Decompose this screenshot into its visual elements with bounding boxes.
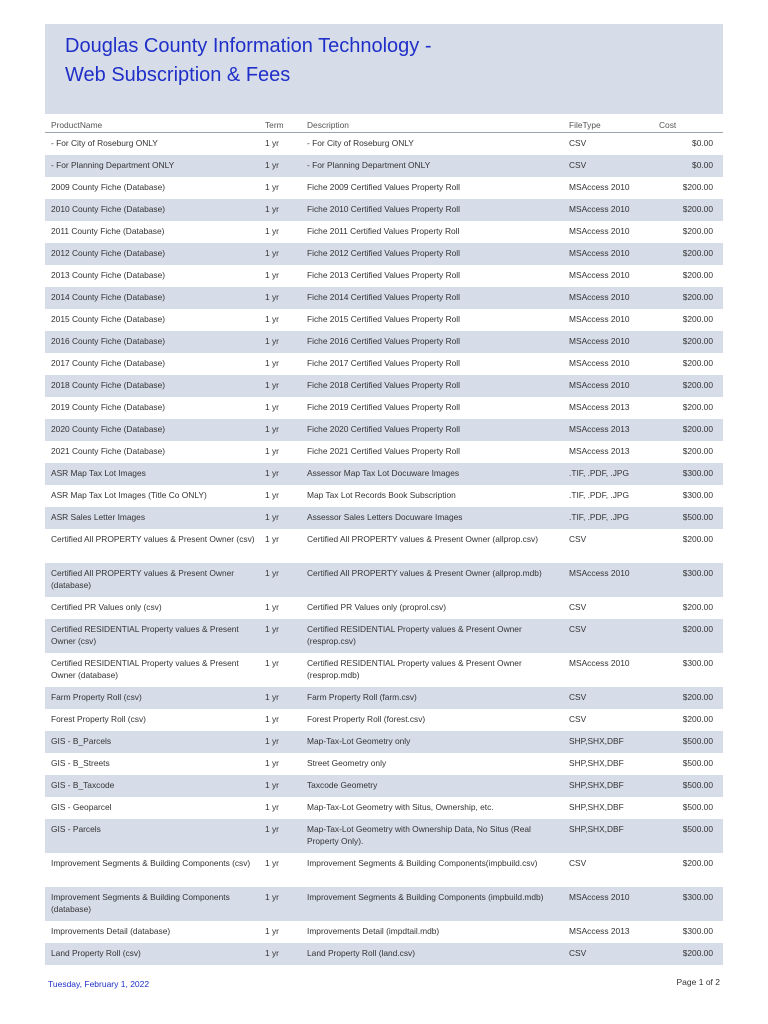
cell-filetype: .TIF, .PDF, .JPG <box>569 490 630 500</box>
table-row <box>45 943 723 965</box>
table-row <box>45 221 723 243</box>
cell-cost: $200.00 <box>653 287 723 309</box>
cell-cost: $500.00 <box>682 802 713 812</box>
cell-filetype: CSV <box>563 943 653 965</box>
cell-filetype: MSAccess 2010 <box>563 199 653 221</box>
report-title-line-1: Douglas County Information Technology - <box>65 35 432 57</box>
cell-term: 1 yr <box>259 463 301 485</box>
cell-term: 1 yr <box>259 155 301 177</box>
cell-productname: ASR Map Tax Lot Images (Title Co ONLY) <box>51 490 207 500</box>
cell-cost: $200.00 <box>682 446 713 456</box>
table-row <box>45 177 723 199</box>
cell-term: 1 yr <box>265 758 279 768</box>
cell-description: Fiche 2016 Certified Values Property Roll <box>301 331 563 353</box>
cell-description: Forest Property Roll (forest.csv) <box>307 714 426 724</box>
cell-productname: GIS - B_Streets <box>51 758 110 768</box>
cell-term: 1 yr <box>265 138 279 148</box>
cell-term: 1 yr <box>259 819 301 853</box>
cell-description: Fiche 2020 Certified Values Property Roll <box>301 419 563 441</box>
cell-productname: Certified RESIDENTIAL Property values & Present Owner (database) <box>51 658 239 680</box>
cell-term: 1 yr <box>265 534 279 544</box>
cell-filetype: CSV <box>569 138 587 148</box>
table-row <box>45 709 723 731</box>
cell-term: 1 yr <box>265 446 279 456</box>
cell-term: 1 yr <box>259 375 301 397</box>
cell-description: Fiche 2021 Certified Values Property Roll <box>307 446 460 456</box>
cell-description: Certified All PROPERTY values & Present Owner (allprop.csv) <box>307 534 539 544</box>
cell-term: 1 yr <box>259 619 301 653</box>
cell-productname: GIS - B_Taxcode <box>45 775 259 797</box>
cell-filetype: CSV <box>563 687 653 709</box>
footer-date: Tuesday, February 1, 2022 <box>48 979 150 989</box>
cell-term: 1 yr <box>259 731 301 753</box>
cell-cost: $300.00 <box>682 658 713 668</box>
cell-productname: - For Planning Department ONLY <box>45 155 259 177</box>
cell-description: Certified RESIDENTIAL Property values & Present Owner (resprop.mdb) <box>307 658 522 680</box>
cell-filetype: CSV <box>569 858 587 868</box>
cell-description: Map-Tax-Lot Geometry with Situs, Ownership, etc. <box>307 802 494 812</box>
table-row <box>45 419 723 441</box>
cell-productname: Forest Property Roll (csv) <box>51 714 146 724</box>
cell-cost: $300.00 <box>653 563 723 597</box>
cell-productname: Improvement Segments & Building Components (csv) <box>51 858 251 868</box>
cell-term: 1 yr <box>259 943 301 965</box>
report-title <box>65 32 432 90</box>
cell-term: 1 yr <box>265 270 279 280</box>
cell-term: 1 yr <box>265 714 279 724</box>
cell-term: 1 yr <box>259 331 301 353</box>
cell-cost: $300.00 <box>653 463 723 485</box>
cell-cost: $300.00 <box>682 490 713 500</box>
table-row <box>45 731 723 753</box>
cell-term: 1 yr <box>265 226 279 236</box>
cell-productname: 2016 County Fiche (Database) <box>45 331 259 353</box>
table-row <box>45 375 723 397</box>
footer-page-number: Page 1 of 2 <box>676 977 720 987</box>
cell-filetype: MSAccess 2010 <box>563 375 653 397</box>
cell-filetype: MSAccess 2013 <box>569 926 630 936</box>
cell-filetype: MSAccess 2010 <box>569 182 630 192</box>
cell-cost: $0.00 <box>692 138 713 148</box>
cell-description: Fiche 2012 Certified Values Property Roll <box>301 243 563 265</box>
cell-productname: 2010 County Fiche (Database) <box>45 199 259 221</box>
cell-term: 1 yr <box>265 490 279 500</box>
table-row <box>45 507 723 529</box>
cell-productname: 2021 County Fiche (Database) <box>51 446 166 456</box>
cell-description: Improvement Segments & Building Components (impbuild.mdb) <box>301 887 563 921</box>
cell-cost: $500.00 <box>682 758 713 768</box>
table-body <box>45 133 723 966</box>
cell-filetype: CSV <box>563 155 653 177</box>
cell-productname: - For City of Roseburg ONLY <box>51 138 158 148</box>
cell-cost: $200.00 <box>653 419 723 441</box>
cell-description: Street Geometry only <box>307 758 387 768</box>
cell-productname: Improvements Detail (database) <box>51 926 171 936</box>
cell-description: Fiche 2019 Certified Values Property Roll <box>307 402 460 412</box>
table-row <box>45 921 723 943</box>
table-row <box>45 155 723 177</box>
cell-filetype: .TIF, .PDF, .JPG <box>563 463 653 485</box>
cell-cost: $500.00 <box>653 819 723 853</box>
cell-description: Improvements Detail (impdtail.mdb) <box>307 926 440 936</box>
cell-cost: $300.00 <box>653 887 723 921</box>
cell-cost: $200.00 <box>682 226 713 236</box>
cell-productname: 2011 County Fiche (Database) <box>51 226 165 236</box>
cell-productname: Certified PR Values only (csv) <box>51 602 162 612</box>
column-header-filetype: FileType <box>563 118 653 133</box>
cell-term: 1 yr <box>265 658 279 668</box>
cell-term: 1 yr <box>259 507 301 529</box>
table-row <box>45 353 723 375</box>
cell-cost: $200.00 <box>653 687 723 709</box>
cell-description: Map-Tax-Lot Geometry with Ownership Data, No Situs (Real Property Only). <box>301 819 563 853</box>
cell-term: 1 yr <box>265 602 279 612</box>
cell-description: Assessor Sales Letters Docuware Images <box>301 507 563 529</box>
cell-productname: 2013 County Fiche (Database) <box>51 270 166 280</box>
cell-filetype: MSAccess 2010 <box>569 226 630 236</box>
report-title-line-2: Web Subscription & Fees <box>65 64 291 86</box>
table-row <box>45 687 723 709</box>
cell-filetype: MSAccess 2010 <box>569 314 630 324</box>
cell-filetype: MSAccess 2010 <box>563 243 653 265</box>
table-row <box>45 653 723 687</box>
cell-description: Fiche 2014 Certified Values Property Roll <box>301 287 563 309</box>
cell-productname: 2018 County Fiche (Database) <box>45 375 259 397</box>
cell-cost: $500.00 <box>653 507 723 529</box>
column-header-productname: ProductName <box>45 118 259 133</box>
cell-productname: Farm Property Roll (csv) <box>45 687 259 709</box>
cell-productname: 2012 County Fiche (Database) <box>45 243 259 265</box>
cell-filetype: CSV <box>563 619 653 653</box>
cell-description: - For Planning Department ONLY <box>301 155 563 177</box>
cell-term: 1 yr <box>259 419 301 441</box>
cell-productname: 2015 County Fiche (Database) <box>51 314 166 324</box>
cell-term: 1 yr <box>265 314 279 324</box>
cell-cost: $200.00 <box>653 375 723 397</box>
cell-cost: $200.00 <box>653 331 723 353</box>
cell-description: Fiche 2009 Certified Values Property Roll <box>307 182 460 192</box>
cell-cost: $200.00 <box>682 182 713 192</box>
cell-description: Fiche 2013 Certified Values Property Roll <box>307 270 460 280</box>
table-row <box>45 485 723 507</box>
cell-cost: $200.00 <box>682 402 713 412</box>
cell-description: Certified RESIDENTIAL Property values & Present Owner (resprop.csv) <box>301 619 563 653</box>
cell-cost: $0.00 <box>653 155 723 177</box>
table-row <box>45 199 723 221</box>
table-row <box>45 287 723 309</box>
cell-cost: $200.00 <box>682 270 713 280</box>
cell-cost: $200.00 <box>682 858 713 868</box>
cell-filetype: SHP,SHX,DBF <box>569 758 624 768</box>
cell-productname: Improvement Segments & Building Components (database) <box>45 887 259 921</box>
cell-filetype: MSAccess 2013 <box>569 402 630 412</box>
report-header <box>45 24 723 114</box>
cell-term: 1 yr <box>265 802 279 812</box>
cell-productname: GIS - B_Parcels <box>45 731 259 753</box>
table-row <box>45 331 723 353</box>
table-row <box>45 529 723 563</box>
cell-term: 1 yr <box>259 887 301 921</box>
cell-filetype: CSV <box>569 602 587 612</box>
cell-filetype: SHP,SHX,DBF <box>569 802 624 812</box>
table-row <box>45 133 723 156</box>
cell-filetype: SHP,SHX,DBF <box>563 775 653 797</box>
cell-description: Certified All PROPERTY values & Present Owner (allprop.mdb) <box>301 563 563 597</box>
cell-productname: Certified RESIDENTIAL Property values & Present Owner (csv) <box>45 619 259 653</box>
cell-term: 1 yr <box>265 858 279 868</box>
cell-term: 1 yr <box>265 358 279 368</box>
cell-description: - For City of Roseburg ONLY <box>307 138 414 148</box>
cell-cost: $200.00 <box>653 199 723 221</box>
cell-term: 1 yr <box>259 287 301 309</box>
table-row <box>45 441 723 463</box>
cell-filetype: MSAccess 2013 <box>563 419 653 441</box>
table-row <box>45 797 723 819</box>
cell-description: Map-Tax-Lot Geometry only <box>301 731 563 753</box>
cell-productname: Land Property Roll (csv) <box>45 943 259 965</box>
cell-filetype: .TIF, .PDF, .JPG <box>563 507 653 529</box>
cell-term: 1 yr <box>259 687 301 709</box>
cell-productname: GIS - Geoparcel <box>51 802 112 812</box>
cell-filetype: CSV <box>569 534 587 544</box>
cell-description: Assessor Map Tax Lot Docuware Images <box>301 463 563 485</box>
cell-description: Land Property Roll (land.csv) <box>301 943 563 965</box>
cell-description: Fiche 2015 Certified Values Property Roll <box>307 314 460 324</box>
cell-description: Fiche 2018 Certified Values Property Roll <box>301 375 563 397</box>
cell-description: Improvement Segments & Building Components(impbuild.csv) <box>307 858 538 868</box>
table-header-row <box>45 118 723 133</box>
cell-productname: 2009 County Fiche (Database) <box>51 182 166 192</box>
table-row <box>45 597 723 619</box>
cell-productname: Certified All PROPERTY values & Present Owner (csv) <box>51 534 255 544</box>
table-row <box>45 887 723 921</box>
cell-filetype: MSAccess 2010 <box>569 358 630 368</box>
cell-productname: 2020 County Fiche (Database) <box>45 419 259 441</box>
cell-cost: $200.00 <box>682 602 713 612</box>
cell-cost: $200.00 <box>653 243 723 265</box>
cell-cost: $300.00 <box>682 926 713 936</box>
cell-description: Fiche 2010 Certified Values Property Roll <box>301 199 563 221</box>
cell-productname: 2017 County Fiche (Database) <box>51 358 166 368</box>
subscription-table <box>45 118 723 965</box>
cell-filetype: MSAccess 2010 <box>563 287 653 309</box>
cell-productname: Certified All PROPERTY values & Present Owner (database) <box>45 563 259 597</box>
cell-cost: $200.00 <box>682 714 713 724</box>
cell-filetype: SHP,SHX,DBF <box>563 819 653 853</box>
cell-description: Certified PR Values only (proprol.csv) <box>307 602 447 612</box>
cell-term: 1 yr <box>265 182 279 192</box>
table-row <box>45 309 723 331</box>
table-row <box>45 463 723 485</box>
cell-description: Map Tax Lot Records Book Subscription <box>307 490 456 500</box>
cell-cost: $500.00 <box>653 731 723 753</box>
cell-description: Fiche 2017 Certified Values Property Roll <box>307 358 460 368</box>
cell-description: Fiche 2011 Certified Values Property Roll <box>307 226 460 236</box>
column-header-term: Term <box>259 118 301 133</box>
cell-filetype: MSAccess 2010 <box>563 887 653 921</box>
table-row <box>45 243 723 265</box>
column-header-cost: Cost <box>653 118 723 133</box>
cell-cost: $200.00 <box>682 358 713 368</box>
cell-productname: 2014 County Fiche (Database) <box>45 287 259 309</box>
column-header-description: Description <box>301 118 563 133</box>
table-row <box>45 619 723 653</box>
cell-term: 1 yr <box>259 199 301 221</box>
cell-filetype: MSAccess 2010 <box>563 331 653 353</box>
cell-productname: GIS - Parcels <box>45 819 259 853</box>
cell-filetype: MSAccess 2013 <box>569 446 630 456</box>
cell-description: Farm Property Roll (farm.csv) <box>301 687 563 709</box>
cell-cost: $500.00 <box>653 775 723 797</box>
cell-productname: ASR Sales Letter Images <box>45 507 259 529</box>
cell-filetype: SHP,SHX,DBF <box>563 731 653 753</box>
cell-term: 1 yr <box>259 563 301 597</box>
cell-description: Taxcode Geometry <box>301 775 563 797</box>
table-row <box>45 753 723 775</box>
cell-filetype: MSAccess 2010 <box>569 658 630 668</box>
cell-filetype: MSAccess 2010 <box>569 270 630 280</box>
cell-filetype: CSV <box>569 714 587 724</box>
table-row <box>45 853 723 887</box>
cell-term: 1 yr <box>259 775 301 797</box>
cell-cost: $200.00 <box>653 943 723 965</box>
cell-term: 1 yr <box>265 402 279 412</box>
cell-cost: $200.00 <box>653 619 723 653</box>
table-row <box>45 397 723 419</box>
table-row <box>45 819 723 853</box>
table-row <box>45 265 723 287</box>
table-row <box>45 563 723 597</box>
cell-term: 1 yr <box>259 243 301 265</box>
cell-cost: $200.00 <box>682 534 713 544</box>
cell-productname: 2019 County Fiche (Database) <box>51 402 166 412</box>
table-row <box>45 775 723 797</box>
cell-term: 1 yr <box>265 926 279 936</box>
cell-productname: ASR Map Tax Lot Images <box>45 463 259 485</box>
cell-filetype: MSAccess 2010 <box>563 563 653 597</box>
cell-cost: $200.00 <box>682 314 713 324</box>
